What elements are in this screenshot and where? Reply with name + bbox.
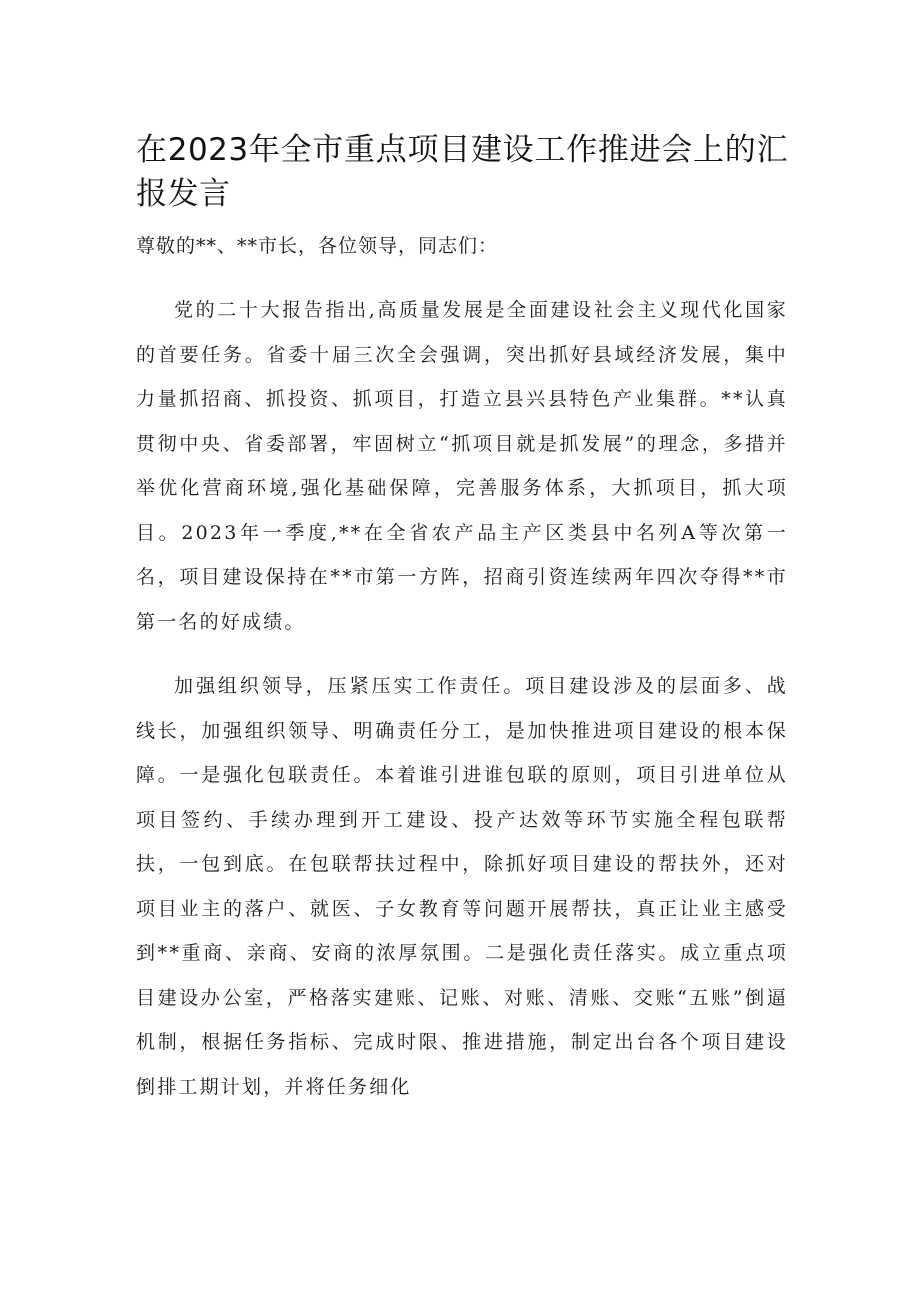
document-title: 在2023年全市重点项目建设工作推进会上的汇报发言	[136, 132, 788, 212]
paragraph-intro: 党的二十大报告指出,高质量发展是全面建设社会主义现代化国家的首要任务。省委十届三次全会强调，突出抓好县域经济发展，集中力量抓招商、抓投资、抓项目，打造立县兴县特色产业集群。**认真贯彻中央、省委部署，牢固树立“抓项目就是抓发展”的理念，多措并举优化营商环境,强化基础保障，完善服务体系，大抓项目，抓大项目。2023年一季度,**在全省农产品主产区类县中名列A等次第一名，项目建设保持在**市第一方阵，招商引资连续两年四次夺得**市第一名的好成绩。	[136, 299, 788, 633]
salutation: 尊敬的**、**市长，各位领导，同志们：	[136, 235, 499, 257]
paragraph-organization: 加强组织领导，压紧压实工作责任。项目建设涉及的层面多、战线长，加强组织领导、明确责任分工，是加快推进项目建设的根本保障。一是强化包联责任。本着谁引进谁包联的原则，项目引进单位从项目签约、手续办理到开工建设、投产达效等环节实施全程包联帮扶，一包到底。在包联帮扶过程中，除抓好项目建设的帮扶外，还对项目业主的落户、就医、子女教育等问题开展帮扶，真正让业主感受到**重商、亲商、安商的浓厚氛围。二是强化责任落实。成立重点项目建设办公室，严格落实建账、记账、对账、清账、交账“五账”倒逼机制，根据任务指标、完成时限、推进措施，制定出台各个项目建设倒排工期计划，并将任务细化	[136, 675, 788, 1098]
document-body	[136, 128, 788, 1129]
